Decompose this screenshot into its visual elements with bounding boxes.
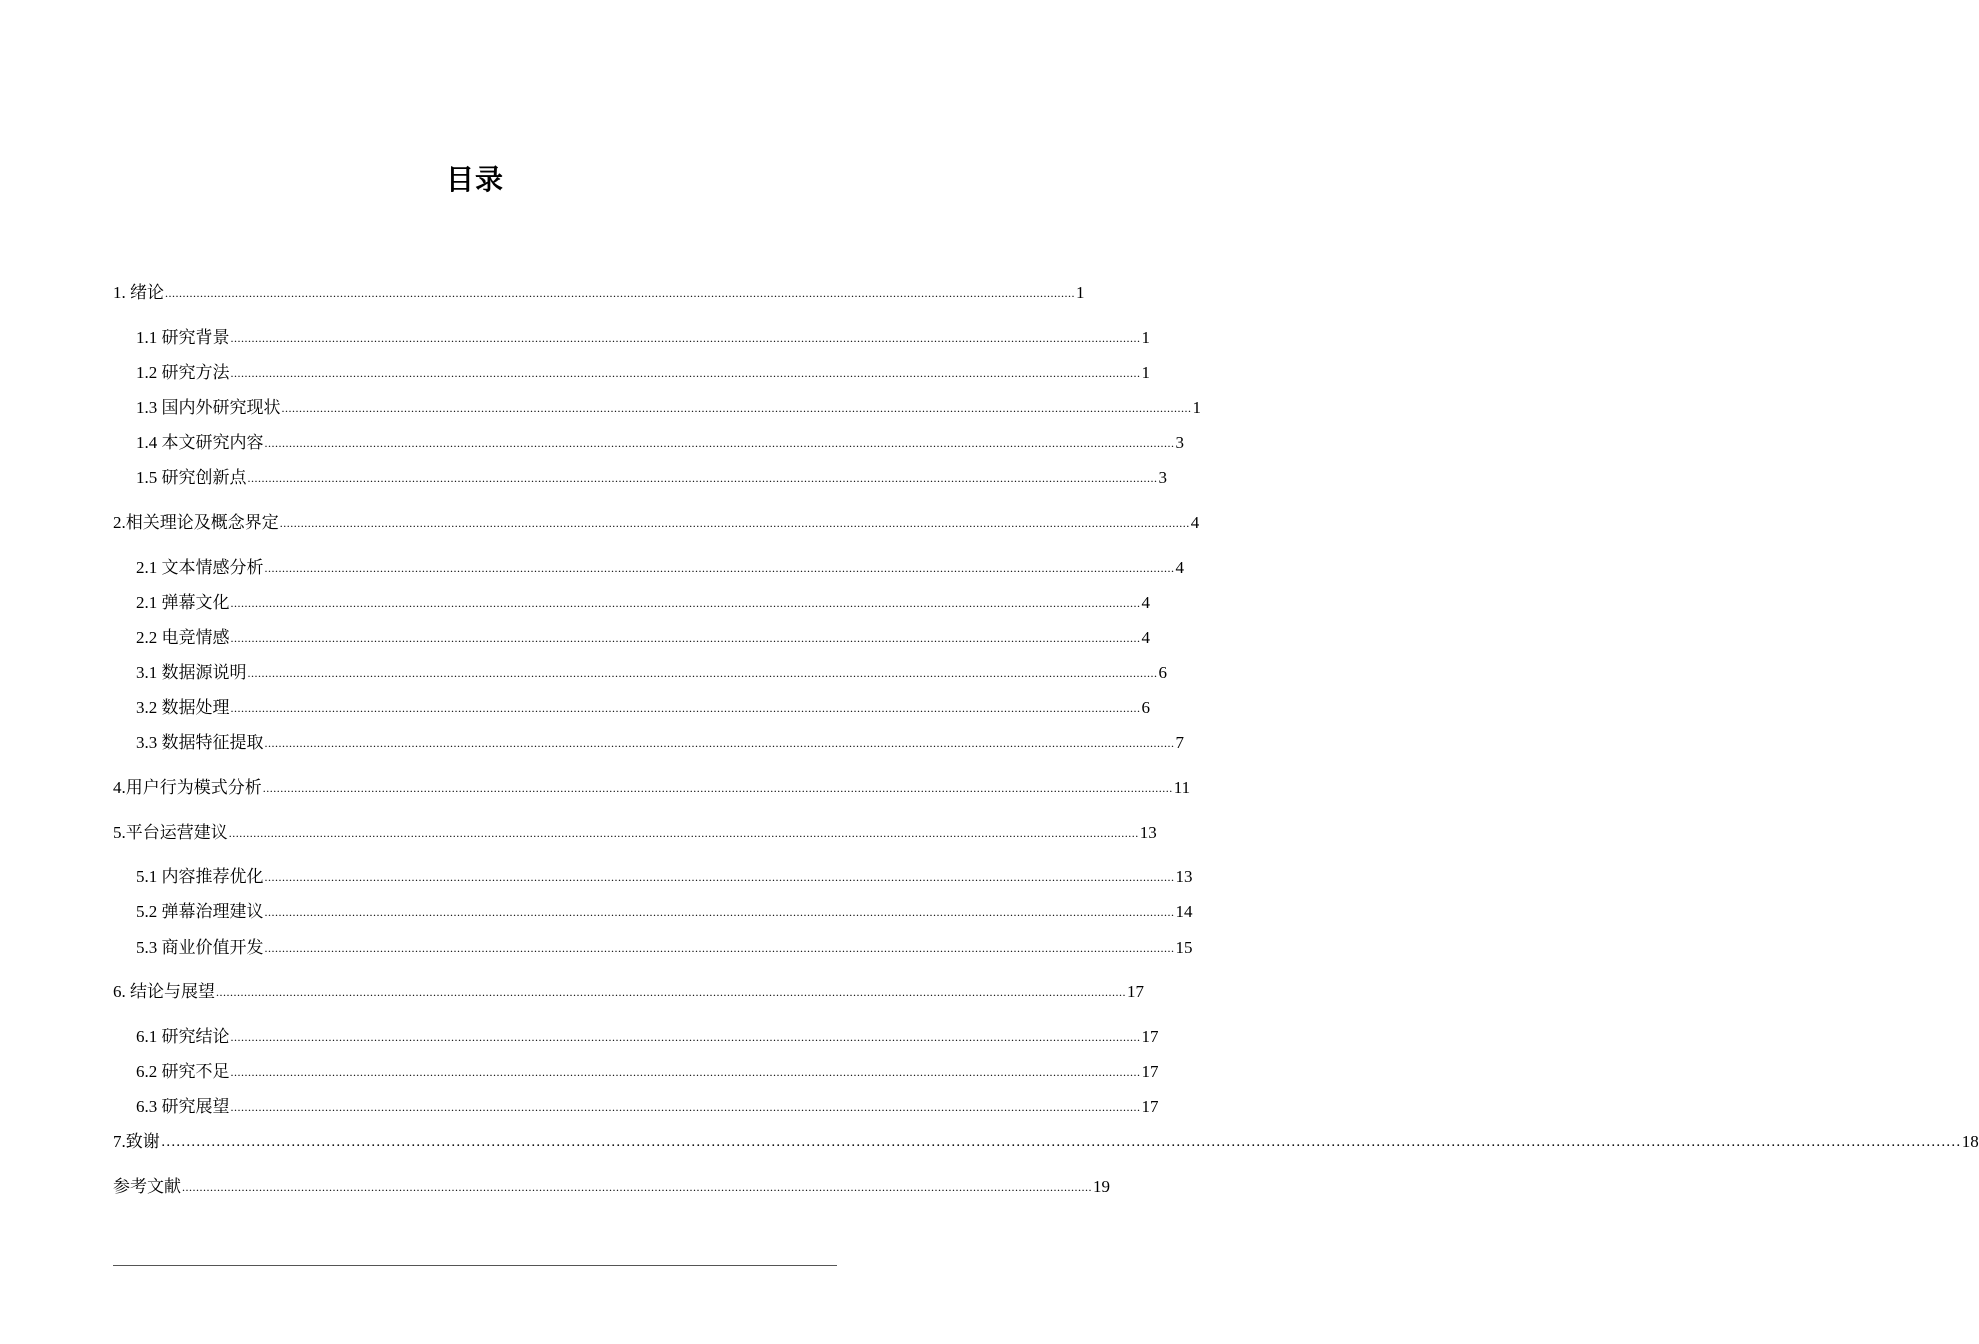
toc-entry-label: 2.2 电竞情感 — [136, 628, 230, 647]
toc-entry-1-5[interactable] — [136, 465, 1167, 491]
toc-entry-page: 15 — [1175, 938, 1193, 957]
dot-leader: .................................................................................................................................................................................................................................................................... — [230, 701, 1141, 715]
toc-entry-5-2[interactable] — [136, 899, 1193, 925]
toc-entry-page: 19 — [1093, 1177, 1110, 1196]
toc-entry-label: 5.2 弹幕治理建议 — [136, 902, 264, 921]
toc-entry-page: 17 — [1141, 1027, 1159, 1046]
toc-entry-label: 2.1 弹幕文化 — [136, 593, 230, 612]
toc-entry-1-3[interactable] — [136, 395, 1201, 421]
table-of-contents — [113, 0, 1979, 1344]
toc-entry-page: 1 — [1141, 363, 1150, 382]
toc-entry-label: 参考文献 — [113, 1177, 181, 1196]
toc-entry-label: 7.致谢 — [113, 1132, 160, 1151]
footer-divider — [113, 1265, 837, 1266]
dot-leader: .................................................................................................................................................................................................................................................................... — [264, 736, 1175, 750]
toc-entry-page: 1 — [1141, 328, 1150, 347]
toc-entry-label: 1.2 研究方法 — [136, 363, 230, 382]
toc-entry-label: 6.2 研究不足 — [136, 1062, 230, 1081]
toc-entry-3-2[interactable] — [136, 695, 1150, 721]
toc-entry-label: 5.3 商业价值开发 — [136, 938, 264, 957]
toc-entry-page: 18 — [1961, 1132, 1979, 1151]
toc-entry-page: 1 — [1076, 283, 1085, 302]
dot-leader: .................................................................................................................................................................................................................................................................... — [230, 1065, 1141, 1079]
toc-entry-6-1[interactable] — [136, 1024, 1159, 1050]
toc-entry-label: 2.相关理论及概念界定 — [113, 513, 279, 532]
toc-entry-4[interactable] — [113, 775, 1191, 801]
dot-leader: .................................................................................................................................................................................................................................................................... — [247, 471, 1158, 485]
toc-entry-5-3[interactable] — [136, 935, 1193, 961]
dot-leader: .................................................................................................................................................................................................................................................................... — [264, 561, 1175, 575]
toc-entry-page: 7 — [1175, 733, 1184, 752]
toc-entry-page: 17 — [1127, 982, 1144, 1001]
toc-entry-label: 1.5 研究创新点 — [136, 468, 247, 487]
dot-leader: ……………………………………………………………………………………………………………………………………………………………………………………………………………………………………………………………………………………………………………………………… — [160, 1134, 1961, 1150]
toc-entry-5-1[interactable] — [136, 864, 1193, 890]
toc-entry-page: 11 — [1173, 778, 1191, 797]
dot-leader: .................................................................................................................................................................................................................................................................... — [228, 826, 1139, 840]
toc-entry-6[interactable] — [113, 979, 1144, 1005]
toc-entry-1-4[interactable] — [136, 430, 1184, 456]
toc-entry-page: 4 — [1190, 513, 1200, 532]
toc-entry-label: 3.3 数据特征提取 — [136, 733, 264, 752]
toc-entry-label: 1.1 研究背景 — [136, 328, 230, 347]
toc-entry-label: 2.1 文本情感分析 — [136, 558, 264, 577]
toc-entry-2-1a[interactable] — [136, 555, 1184, 581]
toc-entry-3-1[interactable] — [136, 660, 1167, 686]
page-title: 目录 — [445, 163, 504, 196]
dot-leader: .................................................................................................................................................................................................................................................................... — [230, 366, 1141, 380]
toc-entry-label: 1.4 本文研究内容 — [136, 433, 264, 452]
toc-entry-label: 5.1 内容推荐优化 — [136, 867, 264, 886]
dot-leader: .................................................................................................................................................................................................................................................................... — [247, 666, 1158, 680]
dot-leader: .................................................................................................................................................................................................................................................................... — [281, 401, 1192, 415]
toc-entry-7[interactable] — [113, 1129, 1979, 1155]
toc-entry-page: 14 — [1175, 902, 1193, 921]
toc-entry-label: 1. 绪论 — [113, 283, 164, 302]
toc-entry-2-2[interactable] — [136, 625, 1150, 651]
toc-entry-label: 6.3 研究展望 — [136, 1097, 230, 1116]
toc-entry-page: 17 — [1141, 1097, 1159, 1116]
dot-leader: .................................................................................................................................................................................................................................................................... — [264, 436, 1175, 450]
dot-leader: .................................................................................................................................................................................................................................................................... — [230, 331, 1141, 345]
dot-leader: .................................................................................................................................................................................................................................................................... — [279, 516, 1190, 530]
toc-entry-2[interactable] — [113, 510, 1200, 536]
toc-entry-label: 1.3 国内外研究现状 — [136, 398, 281, 417]
toc-entry-page: 13 — [1139, 823, 1157, 842]
dot-leader: .................................................................................................................................................................................................................................................................... — [264, 905, 1175, 919]
toc-entry-page: 3 — [1175, 433, 1184, 452]
toc-entry-page: 17 — [1141, 1062, 1159, 1081]
toc-entry-label: 6.1 研究结论 — [136, 1027, 230, 1046]
dot-leader: .................................................................................................................................................................................................................................................................... — [230, 1100, 1141, 1114]
toc-entry-page: 13 — [1175, 867, 1193, 886]
toc-entry-1-2[interactable] — [136, 360, 1150, 386]
toc-entry-page: 4 — [1141, 593, 1150, 612]
toc-entry-label: 5.平台运营建议 — [113, 823, 228, 842]
dot-leader: .................................................................................................................................................................................................................................................................... — [230, 631, 1141, 645]
toc-entry-1-1[interactable] — [136, 325, 1150, 351]
toc-entry-label: 4.用户行为模式分析 — [113, 778, 262, 797]
dot-leader: .................................................................................................................................................................................................................................................................... — [264, 941, 1175, 955]
toc-entry-page: 6 — [1158, 663, 1167, 682]
toc-entry-page: 6 — [1141, 698, 1150, 717]
toc-entry-references[interactable] — [113, 1174, 1110, 1200]
dot-leader: .................................................................................................................................................................................................................................................................... — [165, 286, 1075, 300]
toc-entry-6-3[interactable] — [136, 1094, 1159, 1120]
toc-entry-6-2[interactable] — [136, 1059, 1159, 1085]
dot-leader: .................................................................................................................................................................................................................................................................... — [230, 1030, 1141, 1044]
toc-entry-2-1b[interactable] — [136, 590, 1150, 616]
toc-entry-3-3[interactable] — [136, 730, 1184, 756]
toc-entry-label: 3.2 数据处理 — [136, 698, 230, 717]
toc-entry-page: 3 — [1158, 468, 1167, 487]
toc-entry-label: 6. 结论与展望 — [113, 982, 215, 1001]
dot-leader: .................................................................................................................................................................................................................................................................... — [262, 781, 1173, 795]
dot-leader: .................................................................................................................................................................................................................................................................... — [264, 870, 1175, 884]
toc-entry-5[interactable] — [113, 820, 1157, 846]
toc-entry-page: 1 — [1192, 398, 1201, 417]
dot-leader: .................................................................................................................................................................................................................................................................... — [230, 596, 1141, 610]
dot-leader: .................................................................................................................................................................................................................................................................... — [216, 985, 1126, 999]
toc-entry-page: 4 — [1141, 628, 1150, 647]
toc-entry-label: 3.1 数据源说明 — [136, 663, 247, 682]
dot-leader: .................................................................................................................................................................................................................................................................... — [182, 1180, 1092, 1194]
toc-entry-page: 4 — [1175, 558, 1184, 577]
toc-entry-1[interactable] — [113, 280, 1085, 306]
